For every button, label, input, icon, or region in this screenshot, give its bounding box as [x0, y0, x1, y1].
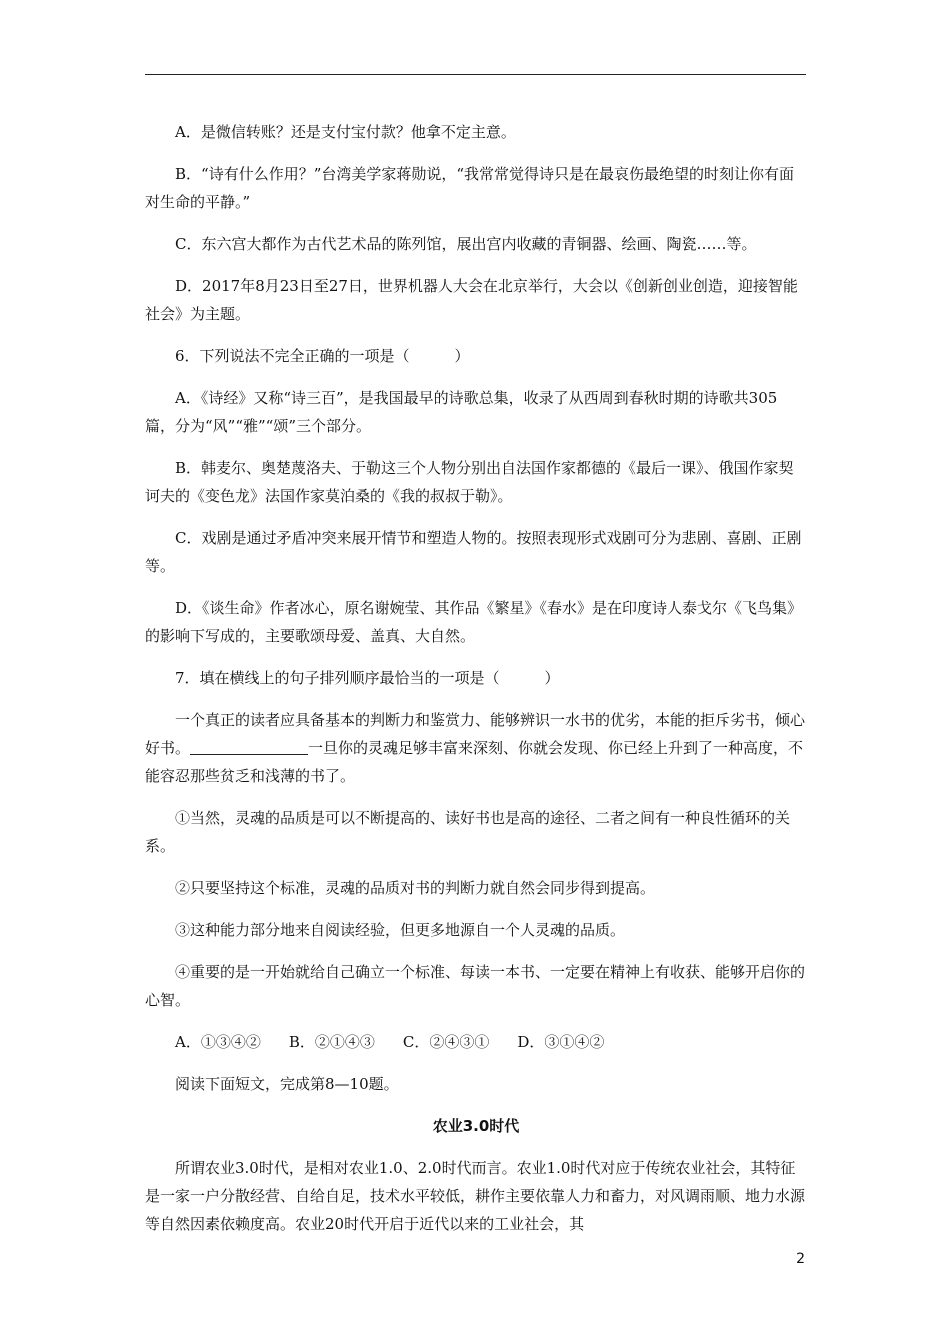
q6-option-a: A．《诗经》又称“诗三百”，是我国最早的诗歌总集，收录了从西周到春秋时期的诗歌共305篇，分为“风”“雅”“颂”三个部分。	[145, 389, 778, 435]
q7-sentence-1: ①当然，灵魂的品质是可以不断提高的、读好书也是高的途径、二者之间有一种良性循环的关系。	[145, 809, 791, 855]
q5-option-a: A．是微信转账？还是支付宝付款？他拿不定主意。	[175, 123, 516, 141]
q6-option-c: C．戏剧是通过矛盾冲突来展开情节和塑造人物的。按照表现形式戏剧可分为悲剧、喜剧、正剧等。	[145, 529, 802, 575]
q6-stem: 6．下列说法不完全正确的一项是（ ）	[175, 347, 470, 365]
q7-option-d: D．③①④②	[517, 1033, 605, 1051]
q6-option-b: B．韩麦尔、奥楚蔑洛夫、于勒这三个人物分别出自法国作家都德的《最后一课》、俄国作家契诃夫的《变色龙》法国作家莫泊桑的《我的叔叔于勒》。	[145, 459, 794, 505]
reading-instruction: 阅读下面短文，完成第8—10题。	[175, 1075, 399, 1093]
q7-option-b: B．②①④③	[288, 1033, 375, 1051]
q7-stem: 7．填在横线上的句子排列顺序最恰当的一项是（ ）	[175, 669, 560, 687]
passage-before: 一个真正的读者应具备基本的判断力和鉴赏力、能够辨识一水书的优劣，本能的拒斥劣书，倾心好书。	[145, 711, 806, 757]
q7-sentence-2: ②只要坚持这个标准，灵魂的品质对书的判断力就自然会同步得到提高。	[175, 879, 656, 897]
q7-option-a: A．①③④②	[175, 1033, 261, 1051]
passage-after: 一旦你的灵魂足够丰富来深刻、你就会发现、你已经上升到了一种高度，不能容忍那些贫乏和浅薄的书了。	[145, 739, 804, 785]
article-paragraph: 所谓农业3.0时代，是相对农业1.0、2.0时代而言。农业1.0时代对应于传统农业社会，其特征是一家一户分散经营、自给自足，技术水平较低，耕作主要依靠人力和畜力，对风调雨顺、地力水源等自然因素依赖度高。农业20时代开启于近代以来的工业社会，其	[145, 1159, 806, 1233]
header-rule	[145, 74, 806, 75]
q5-option-b: B．“诗有什么作用？”台湾美学家蒋勋说，“我常常觉得诗只是在最哀伤最绝望的时刻让你有面对生命的平静。”	[145, 165, 795, 211]
answer-blank	[190, 738, 308, 755]
q5-option-c: C．东六宫大都作为古代艺术品的陈列馆，展出宫内收藏的青铜器、绘画、陶瓷……等。	[175, 235, 757, 253]
q7-options	[145, 1028, 807, 1056]
q5-option-d: D．2017年8月23日至27日，世界机器人大会在北京举行，大会以《创新创业创造，迎接智能社会》为主题。	[145, 277, 798, 323]
q7-sentence-3: ③这种能力部分地来自阅读经验，但更多地源自一个人灵魂的品质。	[175, 921, 626, 939]
article-title: 农业3.0时代	[432, 1117, 520, 1135]
page-content	[145, 118, 807, 1238]
q7-option-c: C．②④③①	[402, 1033, 490, 1051]
page-number: 2	[796, 1251, 805, 1267]
q7-sentence-4: ④重要的是一开始就给自己确立一个标准、每读一本书、一定要在精神上有收获、能够开启你的心智。	[145, 963, 806, 1009]
q7-passage	[145, 706, 807, 790]
q6-option-d: D．《谈生命》作者冰心，原名谢婉莹、其作品《繁星》《春水》是在印度诗人泰戈尔《飞鸟集》的影响下写成的，主要歌颂母爱、盖真、大自然。	[145, 599, 803, 645]
